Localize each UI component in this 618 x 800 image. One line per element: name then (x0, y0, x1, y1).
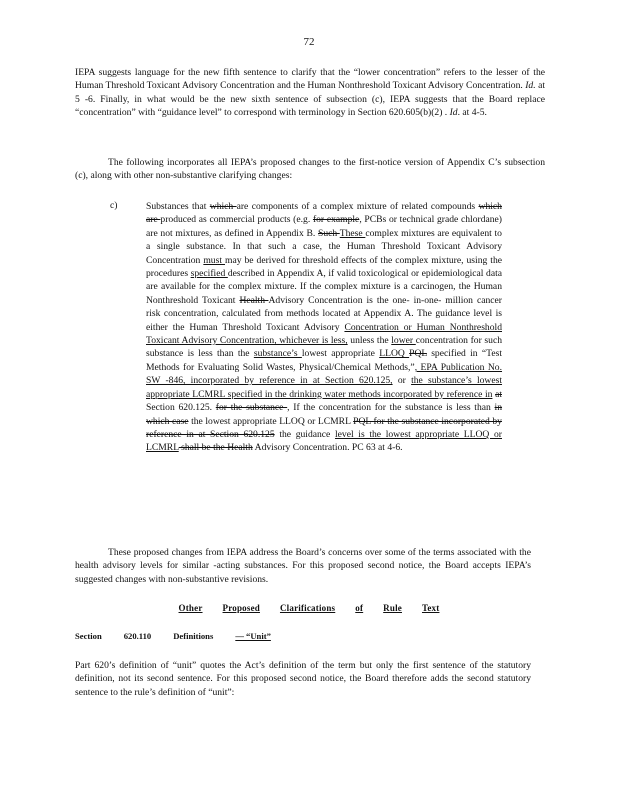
para1-text-2: at 5 -6. Finally, in what would be the new sixth sentence of subsection (c), IEPA suggests that the Board replace “concentration” with “guidance level” to correspond with terminology in Section 620.605(b)(2) . (75, 80, 545, 119)
section-subheading: Section 620.110 Definitions — “Unit” (75, 631, 271, 641)
para1-text-1: IEPA suggests language for the new fifth sentence to clarify that the “lower concentration” refers to the lesser of the Human Threshold Toxicant Advisory Concentration and the Human Nonthreshold Toxicant Advisory Concentration. (75, 67, 545, 92)
para1-citation-1: Id. (525, 80, 536, 92)
page-number: 72 (303, 36, 315, 48)
paragraph-3: These proposed changes from IEPA address the Board’s concerns over some of the terms associated with the health advisory levels for similar -acting substances. For this proposed second notice, the Board accepts IEPA’s suggested changes with non-substantive revisions. (75, 547, 531, 585)
section-heading: Other Proposed Clarifications of Rule Text (178, 603, 440, 613)
subsection-label: c) (110, 200, 118, 211)
para1-citation-2: Id (449, 107, 458, 119)
paragraph-1 (75, 66, 545, 120)
subsection-c-text: Substances that which are components of a complex mixture of related compounds which are produced as commercial products (e.g. for example, PCBs or technical grade chlordane) are not mixtures, as defined in Appendix B. Such These complex mixtures are equivalent to a single substance. In that such a case, the Human Threshold Toxicant Advisory Concentration must may be derived for threshold effects of the complex mixture, using the procedures specified described in Appendix A, if valid toxicological or epidemiological data are available for the complex mixture. If the complex mixture is a carcinogen, the Human Nonthreshold Toxicant Health Advisory Concentration is the one- in-one- million cancer risk concentration, calculated from methods located at Appendix A. The guidance level is either the Human Threshold Toxicant Advisory Concentration or Human Nonthreshold Toxicant Advisory Concentration, whichever is less, unless the lower concentration for such substance is less than the substance’s lowest appropriate LLOQ PQL specified in “Test Methods for Evaluating Solid Wastes, Physical/Chemical Methods,”, EPA Publication No. SW -846, incorporated by reference in at Section 620.125, or the substance’s lowest appropriate LCMRL specified in the drinking water methods incorporated by reference in at Section 620.125. for the substance , If the concentration for the substance is less than in which case the lowest appropriate LLOQ or LCMRL PQL for the substance incorporated by reference in at Section 620.125 the guidance level is the lowest appropriate LLOQ or LCMRL shall be the Health Advisory Concentration. PC 63 at 4-6. (146, 201, 503, 454)
paragraph-4: Part 620’s definition of “unit” quotes the Act’s definition of the term but only the first sentence of the statutory definition, not its second sentence. For this proposed second notice, the Board therefore adds the second statutory sentence to the rule’s definition of “unit”: (75, 660, 531, 698)
paragraph-2: The following incorporates all IEPA’s proposed changes to the first-notice version of Appendix C’s subsection (c), along with other non-substantive clarifying changes: (75, 157, 545, 182)
para1-text-3: . at 4-5. (457, 107, 487, 119)
